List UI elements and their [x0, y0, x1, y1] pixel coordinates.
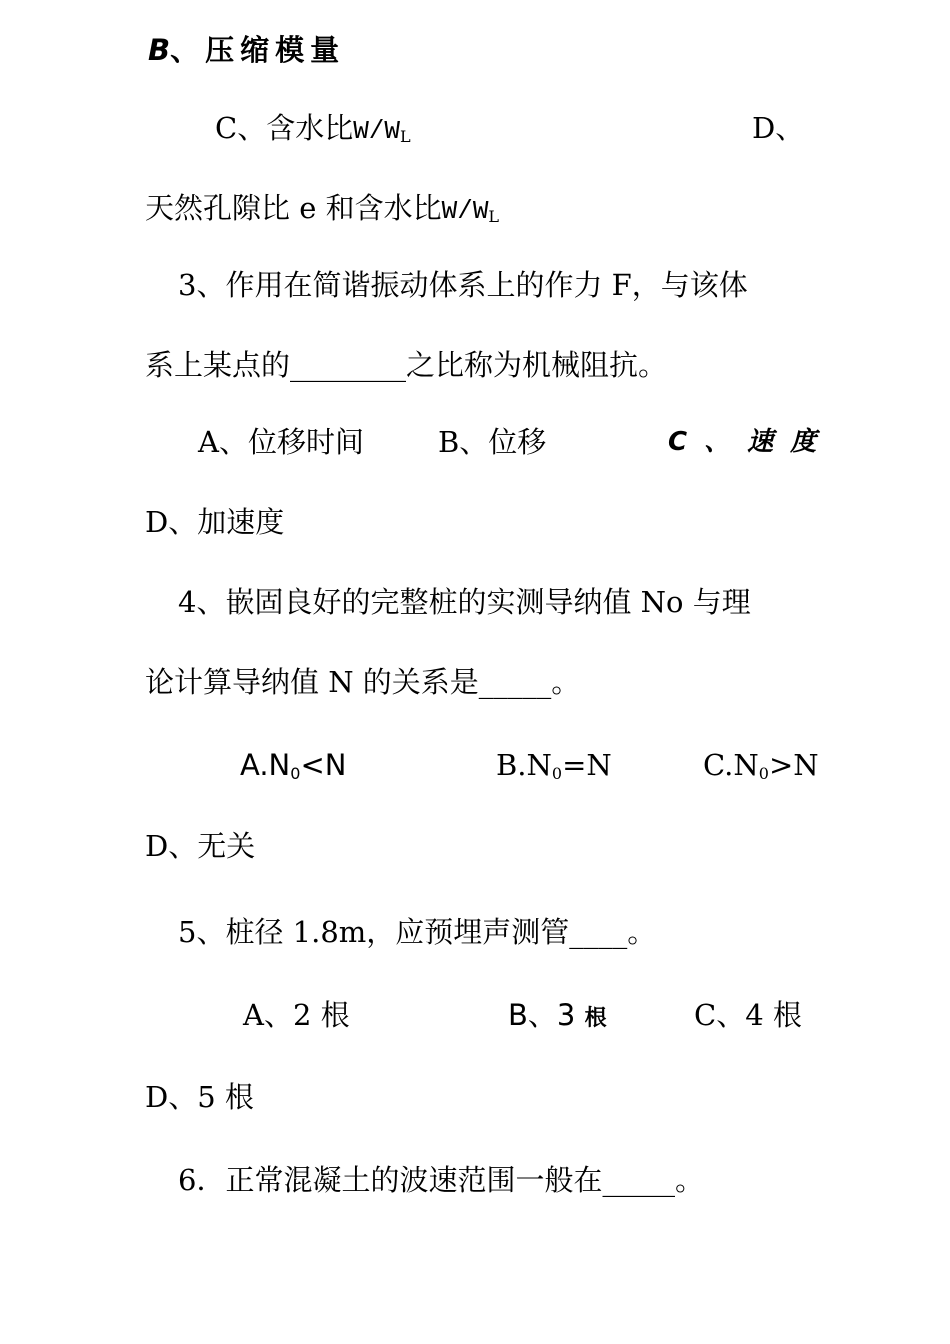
- subscript: 0: [290, 764, 301, 783]
- option-d-text: [145, 188, 499, 228]
- question-3-option-b: B、位移: [438, 425, 547, 459]
- question-4-line-1: 4、嵌固良好的完整桩的实测导纳值 No 与理: [178, 585, 751, 619]
- question-3-option-a: A、位移时间: [198, 425, 364, 459]
- question-3-line-1: 3、作用在简谐振动体系上的作力 F，与该体: [178, 268, 748, 302]
- option-text: C.N: [703, 748, 759, 782]
- question-5-option-c: C、4 根: [694, 998, 802, 1032]
- question-5-option-a: A、2 根: [243, 998, 350, 1032]
- option-letter: B: [148, 33, 171, 67]
- option-text: A.N: [240, 748, 291, 782]
- question-5-option-d: D、5 根: [145, 1080, 254, 1114]
- option-d-label: D、: [752, 111, 805, 145]
- question-4-option-b: [496, 745, 612, 785]
- subscript: 0: [758, 764, 769, 783]
- question-5-option-b: [508, 995, 607, 1035]
- question-3-option-c: C 、 速 度: [668, 427, 821, 457]
- question-3-line-2: 系上某点的________之比称为机械阻抗。: [145, 348, 668, 382]
- formula: W/W: [353, 116, 401, 146]
- option-text: >N: [768, 748, 819, 782]
- option-text: 根: [584, 1006, 607, 1031]
- option-text: C、含水比: [215, 111, 354, 145]
- option-text: =N: [562, 748, 612, 782]
- formula-subscript: L: [400, 127, 411, 146]
- question-5-text: 5、桩径 1.8m，应预埋声测管____。: [178, 915, 657, 949]
- option-text: B.N: [496, 748, 552, 782]
- question-3-option-d: D、加速度: [145, 505, 285, 539]
- question-4-line-2: 论计算导纳值 N 的关系是_____。: [145, 665, 581, 699]
- question-4-option-d: D、无关: [145, 829, 256, 863]
- option-text: <N: [300, 748, 347, 782]
- subscript: 0: [551, 764, 563, 783]
- formula-subscript: L: [488, 207, 500, 226]
- question-4-option-c: [703, 745, 819, 785]
- option-text: 、压缩模量: [170, 33, 346, 67]
- question-4-option-a: [240, 745, 346, 785]
- formula: W/W: [441, 196, 489, 226]
- option-c-water-ratio: [215, 108, 411, 148]
- option-b-compression-modulus: [148, 30, 345, 70]
- question-6-text: 6．正常混凝土的波速范围一般在_____。: [178, 1163, 704, 1197]
- option-text: B、3: [508, 998, 576, 1032]
- option-text: 天然孔隙比 e 和含水比: [145, 191, 442, 225]
